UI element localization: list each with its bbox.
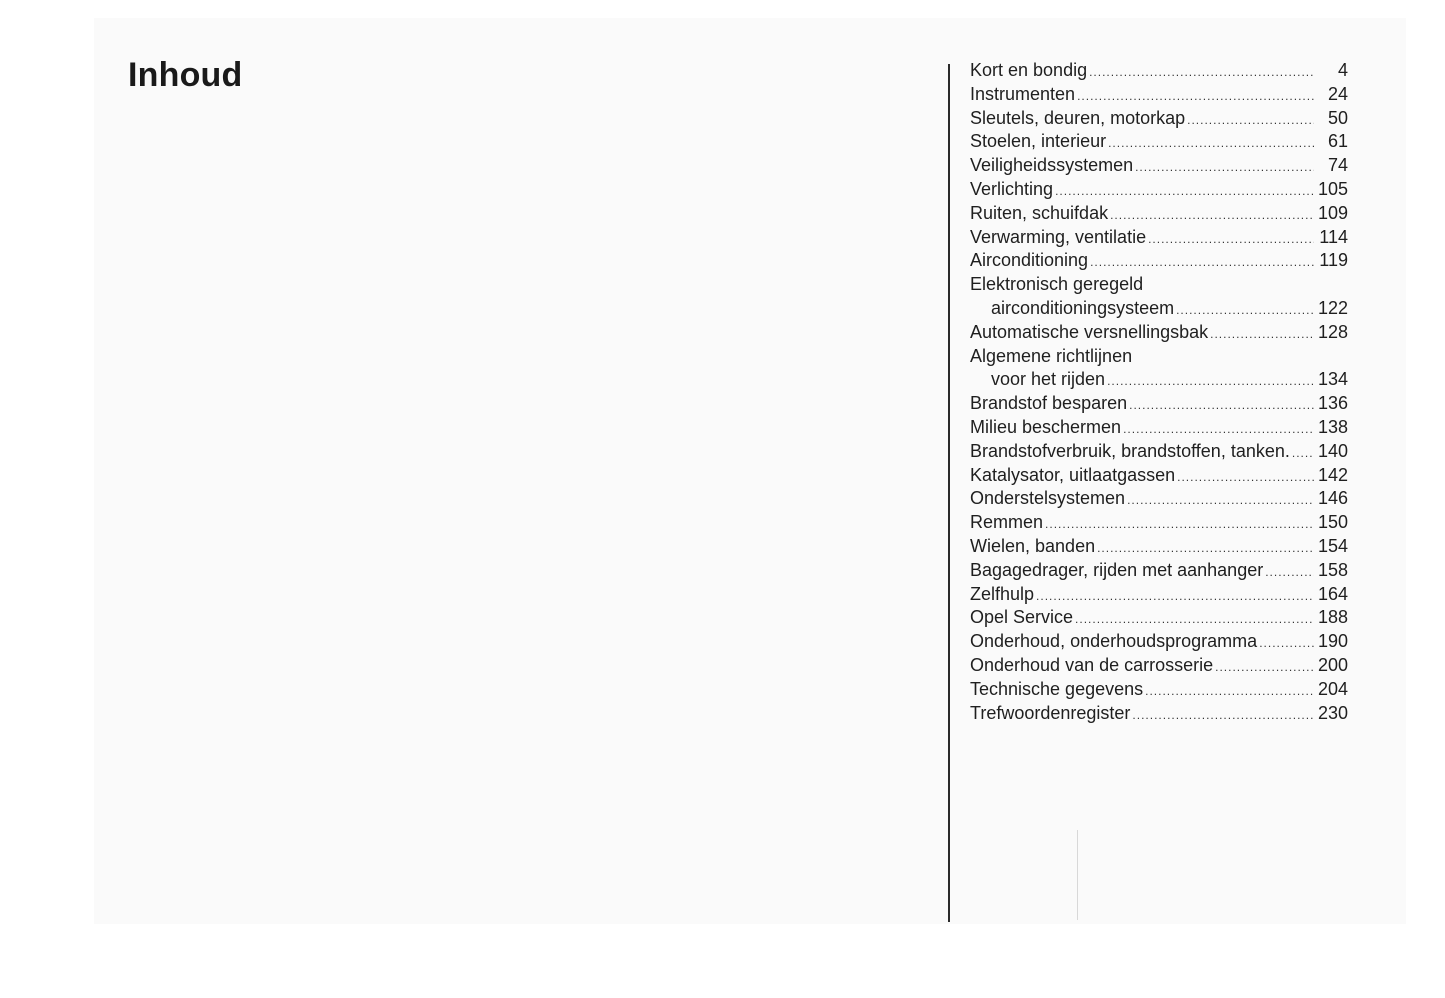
toc-entry-title: Kort en bondig bbox=[970, 60, 1088, 80]
toc-entry-title: Wielen, banden bbox=[970, 535, 1096, 556]
toc-page-number: 140 bbox=[1317, 440, 1348, 461]
toc-page-number: 74 bbox=[1327, 155, 1348, 176]
toc-page-number: 190 bbox=[1317, 631, 1348, 652]
page-title: Inhoud bbox=[128, 56, 243, 94]
toc-entry[interactable] bbox=[970, 678, 1348, 702]
toc-page-number: 138 bbox=[1317, 416, 1348, 437]
toc-entry-title: airconditioningsysteem bbox=[991, 297, 1175, 318]
toc-dot-leader bbox=[1077, 85, 1314, 109]
toc-page-number: 109 bbox=[1317, 202, 1348, 223]
toc-dot-leader bbox=[1089, 61, 1314, 85]
toc-entry[interactable] bbox=[970, 107, 1348, 131]
toc-dot-leader bbox=[1177, 466, 1314, 490]
toc-entry[interactable] bbox=[970, 535, 1348, 559]
toc-entry[interactable] bbox=[970, 83, 1348, 107]
toc-entry-title: Onderstelsystemen bbox=[970, 488, 1126, 509]
toc-entry-title: Sleutels, deuren, motorkap bbox=[970, 107, 1186, 128]
toc-page-number: 164 bbox=[1317, 583, 1348, 604]
toc-entry[interactable] bbox=[970, 487, 1348, 511]
toc-entry-title: Automatische versnellingsbak bbox=[970, 321, 1209, 342]
toc-entry[interactable] bbox=[970, 559, 1348, 583]
toc-dot-leader bbox=[1132, 704, 1314, 728]
toc-page-number: 134 bbox=[1317, 369, 1348, 390]
toc-dot-leader bbox=[1215, 656, 1314, 680]
toc-dot-leader bbox=[1129, 394, 1314, 418]
toc-dot-leader bbox=[1123, 418, 1314, 442]
toc-entry-heading: Algemene richtlijnen bbox=[970, 345, 1133, 366]
toc-entry-title: Instrumenten bbox=[970, 83, 1076, 104]
toc-dot-leader bbox=[1097, 537, 1314, 561]
page-fold-mark bbox=[1077, 830, 1078, 920]
toc-page-number: 188 bbox=[1317, 607, 1348, 628]
toc-entry[interactable] bbox=[970, 368, 1348, 392]
toc-entry[interactable] bbox=[970, 130, 1348, 154]
toc-entry-title: Opel Service bbox=[970, 607, 1074, 628]
toc-page-number: 50 bbox=[1327, 107, 1348, 128]
toc-entry-title: Stoelen, interieur bbox=[970, 131, 1107, 152]
toc-page-number: 204 bbox=[1317, 678, 1348, 699]
toc-dot-leader bbox=[1110, 204, 1314, 228]
toc-entry-title: Remmen bbox=[970, 512, 1044, 533]
toc-entry[interactable] bbox=[970, 154, 1348, 178]
toc-entry-heading: Elektronisch geregeld bbox=[970, 274, 1144, 295]
toc-entry[interactable] bbox=[970, 630, 1348, 654]
toc-entry-title: Milieu beschermen bbox=[970, 416, 1122, 437]
toc-entry-title: Brandstof besparen bbox=[970, 393, 1128, 414]
toc-page-number: 61 bbox=[1327, 131, 1348, 152]
toc-entry-title: Veiligheidssystemen bbox=[970, 155, 1134, 176]
toc-page-number: 128 bbox=[1317, 321, 1348, 342]
toc-dot-leader bbox=[1135, 156, 1314, 180]
toc-entry-title: Brandstofverbruik, brandstoffen, tanken. bbox=[970, 440, 1290, 461]
toc-entry-title: Verlichting bbox=[970, 178, 1054, 199]
toc-entry[interactable] bbox=[970, 297, 1348, 321]
toc-dot-leader bbox=[1090, 251, 1314, 275]
table-of-contents bbox=[970, 59, 1348, 725]
toc-dot-leader bbox=[1187, 109, 1314, 133]
toc-entry[interactable] bbox=[970, 321, 1348, 345]
toc-dot-leader bbox=[1259, 632, 1314, 656]
toc-page-number: 24 bbox=[1327, 83, 1348, 104]
toc-page-number: 158 bbox=[1317, 559, 1348, 580]
toc-dot-leader bbox=[1108, 132, 1314, 156]
toc-entry[interactable] bbox=[970, 202, 1348, 226]
toc-entry[interactable] bbox=[970, 464, 1348, 488]
toc-page-number: 142 bbox=[1317, 464, 1348, 485]
toc-entry[interactable] bbox=[970, 654, 1348, 678]
toc-dot-leader bbox=[1145, 680, 1314, 704]
toc-entry-title: Airconditioning bbox=[970, 250, 1089, 271]
toc-entry-title: Ruiten, schuifdak bbox=[970, 202, 1109, 223]
toc-entry-title: Technische gegevens bbox=[970, 678, 1144, 699]
toc-dot-leader bbox=[1292, 442, 1314, 466]
toc-dot-leader bbox=[1036, 585, 1314, 609]
toc-page-number: 114 bbox=[1319, 226, 1348, 247]
toc-entry[interactable] bbox=[970, 249, 1348, 273]
toc-entry[interactable] bbox=[970, 583, 1348, 607]
toc-page-number: 122 bbox=[1317, 297, 1348, 318]
toc-dot-leader bbox=[1127, 489, 1314, 513]
toc-dot-leader bbox=[1148, 228, 1314, 252]
toc-dot-leader bbox=[1210, 323, 1314, 347]
toc-entry[interactable] bbox=[970, 392, 1348, 416]
toc-entry-title: Onderhoud, onderhoudsprogramma bbox=[970, 631, 1258, 652]
toc-page-number: 119 bbox=[1319, 250, 1348, 271]
toc-page-number: 105 bbox=[1317, 178, 1348, 199]
toc-entry[interactable] bbox=[970, 511, 1348, 535]
column-divider bbox=[948, 64, 950, 922]
toc-page-number: 4 bbox=[1337, 60, 1348, 80]
toc-page-number: 150 bbox=[1317, 512, 1348, 533]
toc-entry[interactable] bbox=[970, 702, 1348, 726]
toc-entry-title: Bagagedrager, rijden met aanhanger bbox=[970, 559, 1264, 580]
toc-entry-title: Katalysator, uitlaatgassen bbox=[970, 464, 1176, 485]
toc-dot-leader bbox=[1265, 561, 1314, 585]
toc-page-number: 146 bbox=[1317, 488, 1348, 509]
toc-page-number: 230 bbox=[1317, 702, 1348, 723]
toc-dot-leader bbox=[1075, 608, 1314, 632]
toc-entry[interactable] bbox=[970, 606, 1348, 630]
toc-entry[interactable] bbox=[970, 440, 1348, 464]
toc-entry[interactable] bbox=[970, 416, 1348, 440]
toc-entry-title: Zelfhulp bbox=[970, 583, 1035, 604]
toc-page-number: 154 bbox=[1317, 535, 1348, 556]
toc-entry-title: Verwarming, ventilatie bbox=[970, 226, 1147, 247]
toc-entry-title: Trefwoordenregister bbox=[970, 702, 1131, 723]
toc-page-number: 200 bbox=[1317, 654, 1348, 675]
toc-dot-leader bbox=[1176, 299, 1314, 323]
toc-entry-title: Onderhoud van de carrosserie bbox=[970, 654, 1214, 675]
toc-dot-leader bbox=[1045, 513, 1314, 537]
toc-entry[interactable] bbox=[970, 178, 1348, 202]
toc-page-number: 136 bbox=[1317, 393, 1348, 414]
toc-dot-leader bbox=[1055, 180, 1314, 204]
toc-entry[interactable] bbox=[970, 59, 1348, 83]
toc-entry[interactable] bbox=[970, 226, 1348, 250]
toc-dot-leader bbox=[1107, 370, 1314, 394]
toc-entry-title: voor het rijden bbox=[991, 369, 1106, 390]
